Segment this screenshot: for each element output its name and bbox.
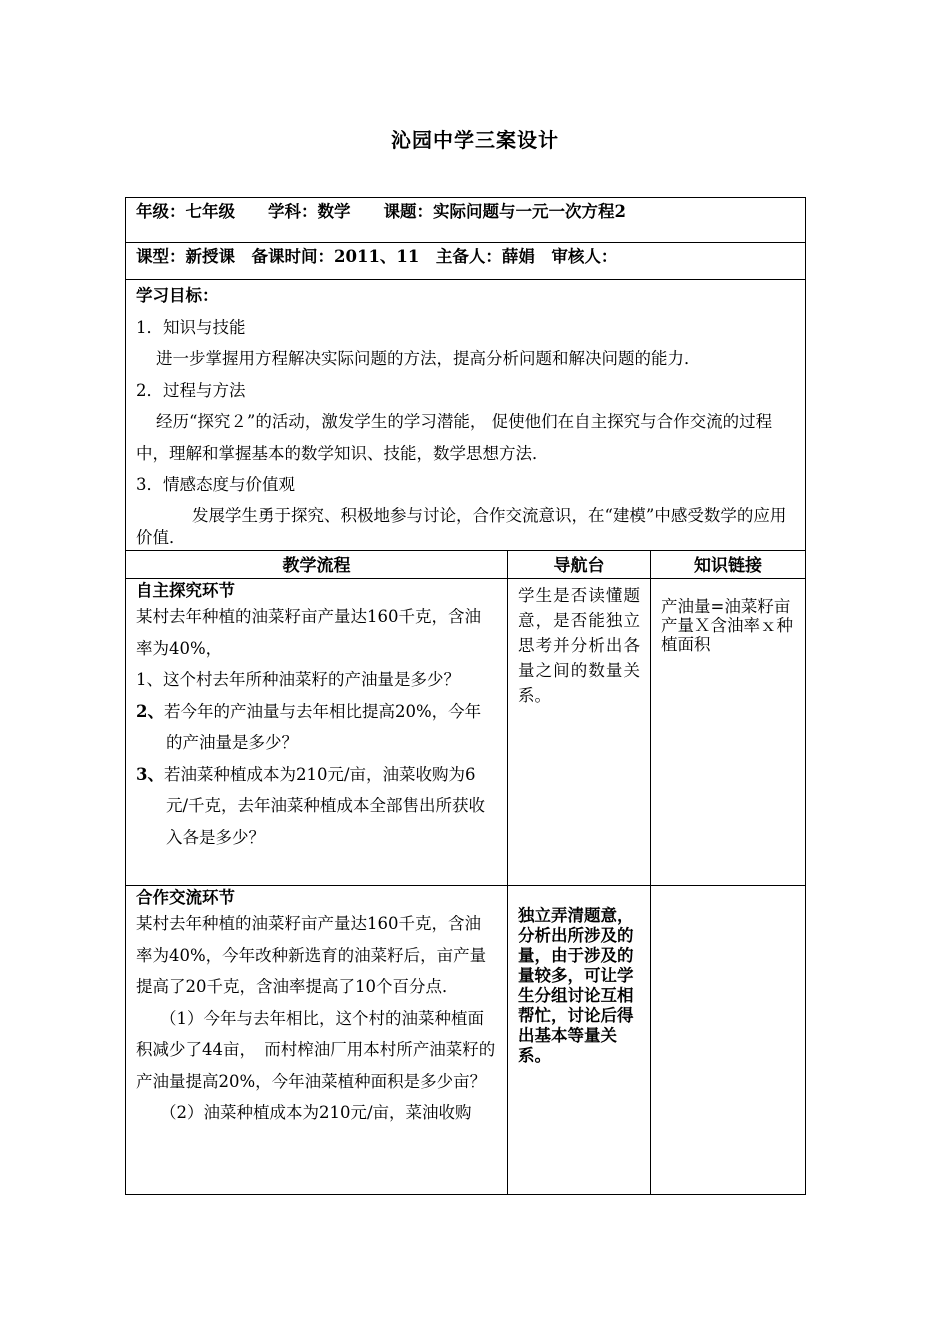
- goal-2-title: 2．过程与方法: [136, 380, 246, 400]
- question-2: （2）油菜种植成本为210元/亩，菜油收购: [160, 1103, 472, 1122]
- header-row-1: [126, 198, 806, 243]
- section-title: 自主探究环节: [136, 581, 235, 600]
- goal-1-title: 1．知识与技能: [136, 317, 246, 337]
- question-1: （1）今年与去年相比，这个村的油菜种植面积减少了44亩， 而村榨油厂用本村所产油菜籽的产油量提高20%，今年油菜植种面积是多少亩？: [136, 1008, 496, 1091]
- section-self-explore: [126, 579, 806, 886]
- learning-goals-row: [126, 280, 806, 551]
- goal-2-text: 经历“探究２”的活动，激发学生的学习潜能， 促使他们在自主探究与合作交流的过程中，理解和掌握基本的数学知识、技能，数学思想方法．: [136, 412, 773, 463]
- goal-3-title: 3．情感态度与价值观: [136, 475, 295, 494]
- cooperate-content: [126, 886, 508, 1195]
- link-cell: [651, 886, 806, 1195]
- knowledge-link-text: 产油量=油菜籽亩产量Ｘ含油率ｘ种植面积: [661, 597, 793, 654]
- guide-text: 学生是否读懂题意，是否能独立思考并分析出各量之间的数量关系。: [518, 586, 640, 705]
- problem-intro: 某村去年种植的油菜籽亩产量达160千克，含油率为40%，今年改种新选育的油菜籽后，亩产量提高了20千克，含油率提高了10个百分点．: [136, 914, 487, 996]
- section-title: 合作交流环节: [136, 888, 235, 907]
- course-type-info: 课型：新授课 备课时间：2011、11 主备人：薛娟 审核人：: [126, 243, 806, 280]
- question-item: 2、若今年的产油量与去年相比提高20%，今年的产油量是多少？: [136, 701, 482, 752]
- learning-goals: [126, 280, 806, 551]
- link-cell: [651, 579, 806, 886]
- self-explore-content: [126, 579, 508, 886]
- question-item: 3、若油菜种植成本为210元/亩，油菜收购为6元/千克，去年油菜种植成本全部售出所获收入各是多少？: [136, 764, 486, 847]
- guide-cell: [508, 579, 651, 886]
- col-teaching-flow: 教学流程: [126, 551, 508, 579]
- question-item: 1、这个村去年所种油菜籽的产油量是多少？: [136, 670, 460, 689]
- column-header-row: [126, 551, 806, 579]
- guide-text: 独立弄清题意，分析出所涉及的量，由于涉及的量较多，可让学生分组讨论互相帮忙，讨论后得出基本等量关系。: [518, 906, 634, 1065]
- grade-subject-topic: 年级：七年级 学科：数学 课题：实际问题与一元一次方程2: [126, 198, 806, 243]
- header-row-2: [126, 243, 806, 280]
- problem-intro: 某村去年种植的油菜籽亩产量达160千克，含油率为40%，: [136, 607, 481, 658]
- lesson-plan-table: [125, 197, 806, 1195]
- guide-cell: [508, 886, 651, 1195]
- col-knowledge-link: 知识链接: [651, 551, 806, 579]
- goal-3-text: 发展学生勇于探究、积极地参与讨论，合作交流意识，在“建模”中感受数学的应用价值．: [136, 505, 787, 547]
- goals-title: 学习目标：: [136, 286, 219, 305]
- col-guide: 导航台: [508, 551, 651, 579]
- goal-1-text: 进一步掌握用方程解决实际问题的方法，提高分析问题和解决问题的能力．: [156, 349, 701, 368]
- section-cooperate: [126, 886, 806, 1195]
- document-title: 沁园中学三案设计: [391, 128, 559, 152]
